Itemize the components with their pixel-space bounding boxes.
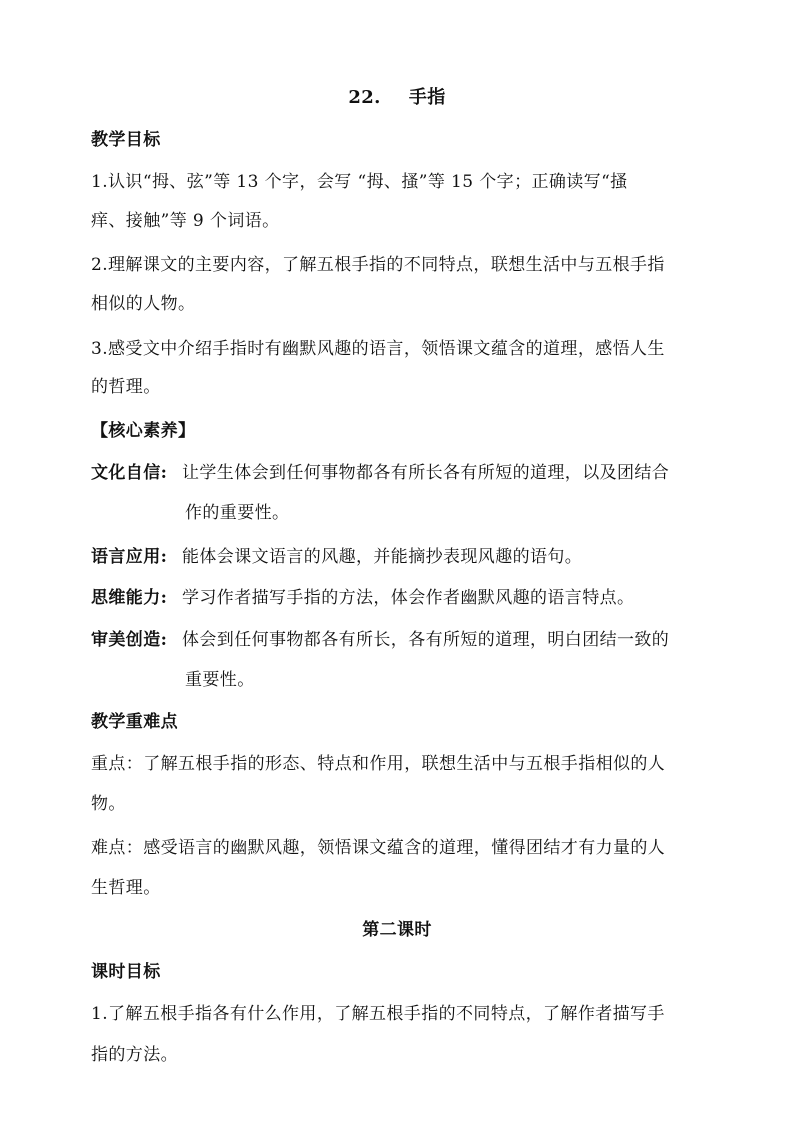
language-text: 能体会课文语言的风趣，并能摘抄表现风趣的语句。 bbox=[182, 547, 583, 567]
aesthetic-label: 审美创造: bbox=[91, 630, 168, 650]
objective-2-line-2: 相似的人物。 bbox=[91, 294, 196, 314]
objective-2-line-1: 2.理解课文的主要内容，了解五根手指的不同特点，联想生活中与五根手指 bbox=[91, 255, 665, 275]
thinking-text: 学习作者描写手指的方法，体会作者幽默风趣的语言特点。 bbox=[182, 588, 635, 608]
keypoints-heading: 教学重难点 bbox=[91, 712, 178, 732]
objectives-heading: 教学目标 bbox=[91, 130, 161, 150]
key-point-line-1: 重点：了解五根手指的形态、特点和作用，联想生活中与五根手指相似的人 bbox=[91, 754, 666, 774]
culture-line-1: 让学生体会到任何事物都各有所长各有所短的道理，以及团结合 bbox=[182, 463, 670, 483]
aesthetic-line-1: 体会到任何事物都各有所长，各有所短的道理，明白团结一致的 bbox=[182, 630, 670, 650]
lesson-period-heading: 第二课时 bbox=[362, 920, 432, 940]
core-literacy-heading: 【核心素养】 bbox=[91, 421, 196, 441]
lesson-number: 22. bbox=[348, 87, 381, 108]
objective-3-line-1: 3.感受文中介绍手指时有幽默风趣的语言，领悟课文蕴含的道理，感悟人生 bbox=[91, 339, 665, 359]
culture-label: 文化自信: bbox=[91, 463, 168, 483]
objective-1-line-2: 痒、接触”等 9 个词语。 bbox=[91, 211, 280, 231]
page-title bbox=[0, 86, 794, 110]
lesson-goal-1-line-1: 1.了解五根手指各有什么作用，了解五根手指的不同特点，了解作者描写手 bbox=[91, 1004, 665, 1024]
language-label: 语言应用: bbox=[91, 547, 168, 567]
difficult-point-line-1: 难点：感受语言的幽默风趣，领悟课文蕴含的道理，懂得团结才有力量的人 bbox=[91, 838, 666, 858]
thinking-label: 思维能力: bbox=[91, 588, 168, 608]
objective-1-line-1: 1.认识“拇、弦”等 13 个字，会写 “拇、搔”等 15 个字；正确读写“搔 bbox=[91, 172, 628, 192]
difficult-point-line-2: 生哲理。 bbox=[91, 878, 161, 898]
lesson-goal-heading: 课时目标 bbox=[91, 962, 161, 982]
lesson-title: 手指 bbox=[408, 87, 446, 108]
culture-line-2: 作的重要性。 bbox=[185, 503, 290, 523]
aesthetic-line-2: 重要性。 bbox=[185, 670, 255, 690]
lesson-goal-1-line-2: 指的方法。 bbox=[91, 1045, 178, 1065]
objective-3-line-2: 的哲理。 bbox=[91, 377, 161, 397]
key-point-line-2: 物。 bbox=[91, 794, 126, 814]
